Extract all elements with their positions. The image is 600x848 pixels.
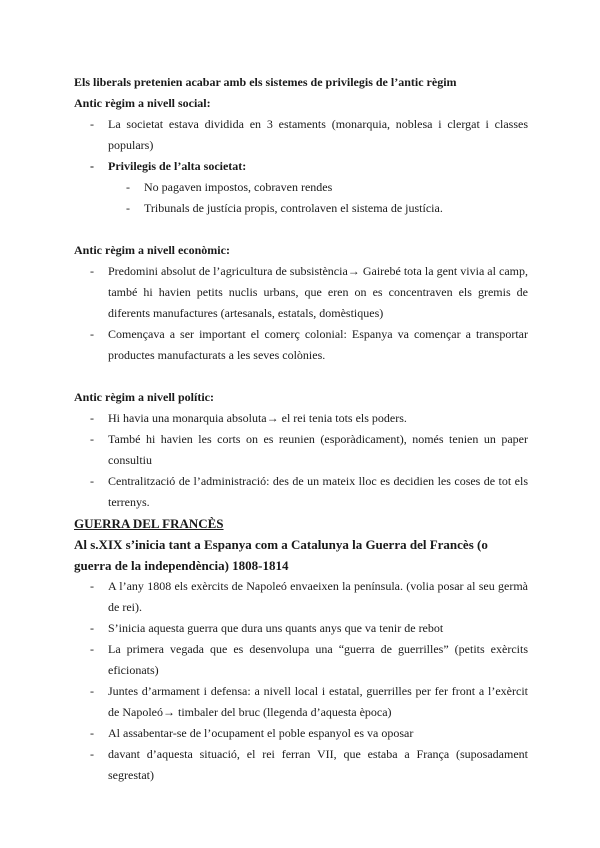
dash-marker: - [90,264,94,278]
list-item [74,681,528,723]
intro-heading: Els liberals pretenien acabar amb els sistemes de privilegis de l’antic règim [74,75,457,89]
list-item-text: Començava a ser important el comerç colonial: Espanya va començar a transportar productes manufacturats a les seves colònies. [108,327,528,362]
list-item [74,324,528,366]
dash-marker: - [126,201,130,215]
dash-marker: - [90,621,94,635]
list-item-text: La societat estava dividida en 3 estaments (monarquia, noblesa i clergat i classes populars) [108,117,528,152]
war-list [74,576,528,786]
dash-marker: - [90,327,94,341]
political-heading: Antic règim a nivell polític: [74,390,214,404]
list-item-text: També hi havien les corts on es reunien (esporàdicament), només tenien un paper consultiu [108,432,528,467]
dash-marker: - [90,117,94,131]
war-title: GUERRA DEL FRANCÈS [74,516,224,531]
document-content [74,72,528,786]
list-item [74,114,528,156]
social-list [74,114,528,219]
sub-list-item [74,198,528,219]
list-item [74,471,528,513]
dash-marker: - [90,411,94,425]
list-item [74,576,528,618]
list-item [74,618,528,639]
list-item-text: Al assabentar-se de l’ocupament el poble espanyol es va oposar [108,726,414,740]
sub-list-item [74,177,528,198]
dash-marker: - [90,579,94,593]
list-item-text: Tribunals de justícia propis, controlaven el sistema de justícia. [144,201,443,215]
dash-marker: - [90,159,94,173]
dash-marker: - [90,684,94,698]
dash-marker: - [90,726,94,740]
list-item-text: davant d’aquesta situació, el rei ferran VII, que estaba a França (suposadament segrestat) [108,747,528,782]
economic-heading: Antic règim a nivell econòmic: [74,243,230,257]
list-item-text: S’inicia aquesta guerra que dura uns quants anys que va tenir de rebot [108,621,444,635]
dash-marker: - [90,747,94,761]
political-list [74,408,528,513]
list-item-text: No pagaven impostos, cobraven rendes [144,180,333,194]
dash-marker: - [90,474,94,488]
dash-marker: - [126,180,130,194]
dash-marker: - [90,432,94,446]
social-heading: Antic règim a nivell social: [74,96,211,110]
war-heading: Al s.XIX s’inicia tant a Espanya com a Catalunya la Guerra del Francès (o guerra de la independència) 1808-1814 [74,537,488,573]
list-item-text: Predomini absolut de l’agricultura de subsistència→ Gairebé tota la gent vivia al camp, també hi havien petits nuclis urbans, que eren on es concentraven els gremis de diferents manufactures (artesanals, estatals, domèstiques) [108,264,528,320]
economic-list [74,261,528,366]
list-item [74,408,528,429]
list-item [74,429,528,471]
list-item-text: Hi havia una monarquia absoluta→ el rei tenia tots els poders. [108,411,407,425]
list-item-text: La primera vegada que es desenvolupa una “guerra de guerrilles” (petits exèrcits eficionats) [108,642,528,677]
list-item [74,156,528,177]
list-item [74,261,528,324]
list-item [74,723,528,744]
list-item [74,744,528,786]
list-item-text: Privilegis de l’alta societat: [108,159,247,173]
dash-marker: - [90,642,94,656]
list-item-text: A l’any 1808 els exèrcits de Napoleó envaeixen la península. (volia posar al seu germà de rei). [108,579,528,614]
list-item [74,639,528,681]
list-item-text: Juntes d’armament i defensa: a nivell local i estatal, guerrilles per fer front a l’exèrcit de Napoleó→ timbaler del bruc (llegenda d’aquesta època) [108,684,528,719]
list-item-text: Centralització de l’administració: des de un mateix lloc es decidien les coses de tot els terrenys. [108,474,528,509]
